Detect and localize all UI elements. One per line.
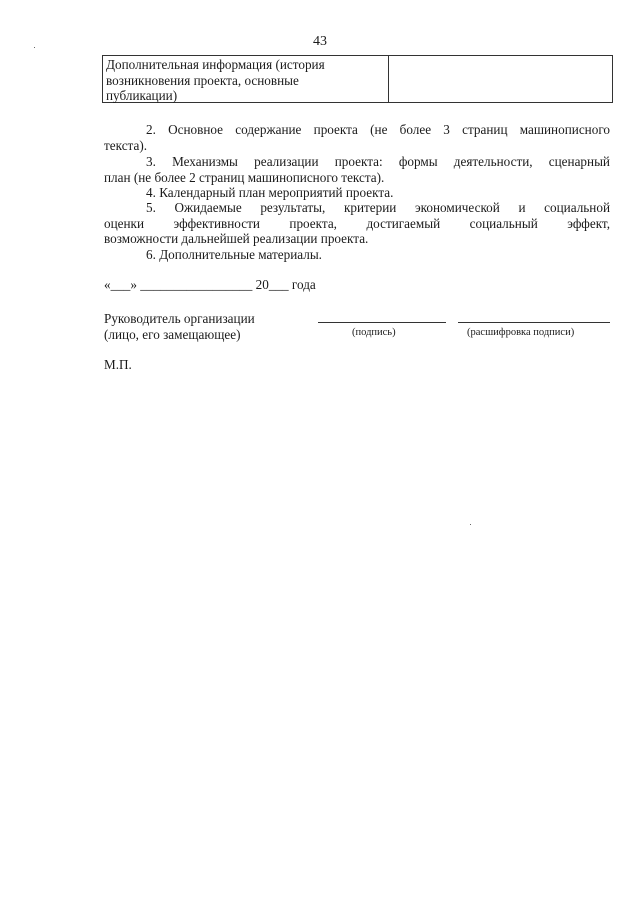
- scan-speck: [34, 47, 35, 48]
- page-number: 43: [313, 34, 327, 49]
- signatory-label-line: (лицо, его замещающее): [104, 327, 241, 342]
- section-line: возможности дальнейшей реализации проекта.: [104, 231, 369, 247]
- info-table-value-cell: [389, 56, 612, 102]
- scan-speck: [470, 524, 471, 525]
- section-line: оценки эффективности проекта, достигаемый социальный эффект,: [104, 215, 610, 231]
- section-item-4: [104, 185, 610, 201]
- section-line: 6. Дополнительные материалы.: [146, 247, 322, 262]
- signature-caption: (подпись): [352, 327, 396, 338]
- signatory-label: [104, 311, 255, 343]
- section-item-5: [104, 200, 610, 247]
- info-table-label-line: возникновения проекта, основные: [106, 72, 299, 88]
- section-line: 2. Основное содержание проекта (не более 3 страниц машинописного: [146, 122, 610, 137]
- section-item-2: [104, 122, 610, 153]
- info-table-label-line: публикации): [106, 88, 178, 103]
- section-item-6: [104, 247, 610, 263]
- section-line: текста).: [104, 137, 148, 153]
- signature-line: [318, 322, 446, 323]
- section-line: 3. Механизмы реализации проекта: формы деятельности, сценарный: [146, 154, 610, 169]
- section-line: 5. Ожидаемые результаты, критерии экономической и социальной: [146, 200, 610, 215]
- info-table-label-line: Дополнительная информация (история: [106, 57, 325, 72]
- info-table: [102, 55, 613, 103]
- signatory-label-line: Руководитель организации: [104, 311, 255, 326]
- section-line: план (не более 2 страниц машинописного текста).: [104, 169, 385, 185]
- stamp-placeholder: М.П.: [104, 357, 132, 372]
- section-line: 4. Календарный план мероприятий проекта.: [146, 185, 394, 200]
- decoding-line: [458, 322, 610, 323]
- section-item-3: [104, 154, 610, 185]
- decoding-caption: (расшифровка подписи): [467, 327, 575, 338]
- info-table-label-cell: [103, 56, 389, 102]
- date-line: «___» _________________ 20___ года: [104, 277, 316, 292]
